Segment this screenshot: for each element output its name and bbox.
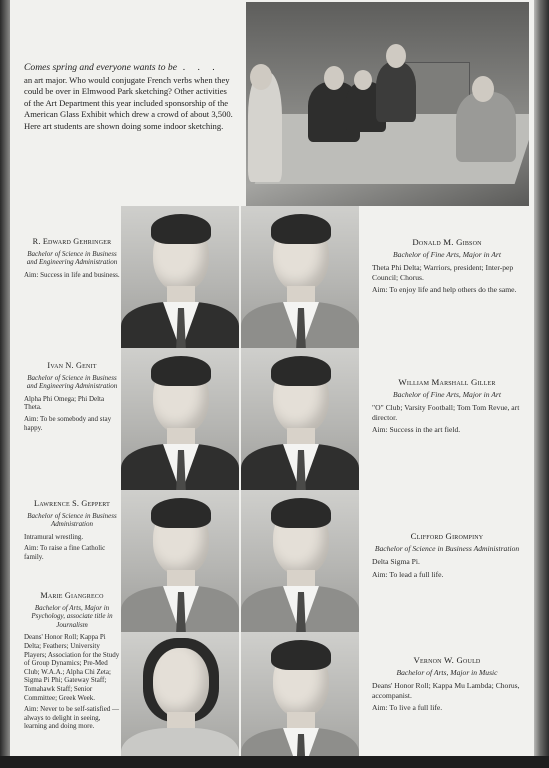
- student-aim: Aim: To lead a full life.: [372, 569, 444, 579]
- student-activities: Alpha Phi Omega; Phi Delta Theta.: [24, 394, 105, 412]
- student-bio-right-4: [372, 656, 522, 712]
- page-bottom-edge: [0, 756, 549, 768]
- student-aim: Aim: To enjoy life and help others do the same.: [372, 284, 517, 294]
- student-bio-left-3: [24, 500, 120, 562]
- student-activities: Deans' Honor Roll; Kappa Pi Delta; Feathers; University Players; Association for the Study of Group Dynamics; Pre-Med Club; W.A.A.; Alpha Chi Zeta; Sigma Pi Phi; Gateway Staff; Tomahawk Staff; Senior Committee; Greek Week.: [24, 633, 120, 702]
- student-name: Clifford Girompiny: [410, 531, 484, 541]
- portrait-gibson: [241, 206, 359, 348]
- student-name: R. Edward Gehringer: [32, 237, 112, 246]
- student-degree: Bachelor of Fine Arts, Major in Art: [393, 390, 501, 400]
- student-degree: Bachelor of Arts, Major in Music: [396, 668, 498, 678]
- student-name: William Marshall Giller: [398, 377, 496, 387]
- student-aim: Aim: Success in life and business.: [24, 270, 120, 279]
- student-name: Donald M. Gibson: [412, 237, 482, 247]
- student-aim: Aim: Never to be self-satisfied — always to delight in seeing, learning and doing more.: [24, 705, 120, 731]
- student-activities: Deans' Honor Roll; Kappa Mu Lambda; Chorus, accompanist.: [372, 681, 520, 700]
- student-bio-right-2: [372, 378, 522, 434]
- student-degree: Bachelor of Fine Arts, Major in Art: [393, 250, 501, 260]
- student-name: Marie Giangreco: [40, 591, 104, 600]
- student-aim: Aim: Success in the art field.: [372, 424, 461, 434]
- portrait-giangreco: [121, 632, 239, 756]
- student-aim: Aim: To be somebody and stay happy.: [24, 414, 112, 432]
- student-activities: Intramural wrestling.: [24, 532, 84, 541]
- portrait-geppert: [121, 490, 239, 632]
- student-activities: Theta Phi Delta; Warriors, president; Inter-pep Council; Chorus.: [372, 263, 514, 282]
- student-bio-left-1: [24, 238, 120, 279]
- student-bio-right-1: [372, 238, 522, 294]
- student-activities: "O" Club; Varsity Football; Tom Tom Revue, art director.: [372, 403, 520, 422]
- student-degree: Bachelor of Science in Business Administration: [27, 511, 117, 529]
- intro-body: an art major. Who would conjugate French verbs when they could be over in Elmwood Park sketching? Other activities of the Art Department this year included sponsorship of the American Glass Exhibit which drew a crowd of about 3,500. Here art students are shown doing some indoor sketching.: [24, 74, 233, 131]
- yearbook-page: [10, 0, 534, 756]
- student-name: Lawrence S. Geppert: [34, 499, 110, 508]
- portrait-gould: [241, 632, 359, 756]
- student-name: Vernon W. Gould: [413, 655, 481, 665]
- portrait-girompiny: [241, 490, 359, 632]
- student-aim: Aim: To live a full life.: [372, 702, 443, 712]
- student-degree: Bachelor of Arts, Major in Psychology, associate title in Journalism: [31, 603, 113, 629]
- student-bio-right-3: [372, 532, 522, 579]
- portrait-gehringer: [121, 206, 239, 348]
- student-degree: Bachelor of Science in Business Administration: [374, 544, 520, 554]
- student-aim: Aim: To raise a fine Catholic family.: [24, 544, 106, 561]
- page-edge: [534, 0, 549, 768]
- student-degree: Bachelor of Science in Business and Engineering Administration: [26, 249, 118, 267]
- intro-dots: . . .: [182, 62, 220, 73]
- portrait-genit: [121, 348, 239, 490]
- student-name: Ivan N. Genit: [47, 361, 97, 370]
- book-spine: [0, 0, 10, 768]
- portrait-giller: [241, 348, 359, 490]
- student-activities: Delta Sigma Pi.: [372, 557, 420, 567]
- student-bio-left-2: [24, 362, 120, 432]
- intro-caption: [24, 62, 236, 133]
- student-bio-left-4: [24, 592, 120, 731]
- art-class-photo: [246, 2, 529, 206]
- student-degree: Bachelor of Science in Business and Engineering Administration: [26, 373, 118, 391]
- intro-lead: Comes spring and everyone wants to be: [24, 62, 177, 73]
